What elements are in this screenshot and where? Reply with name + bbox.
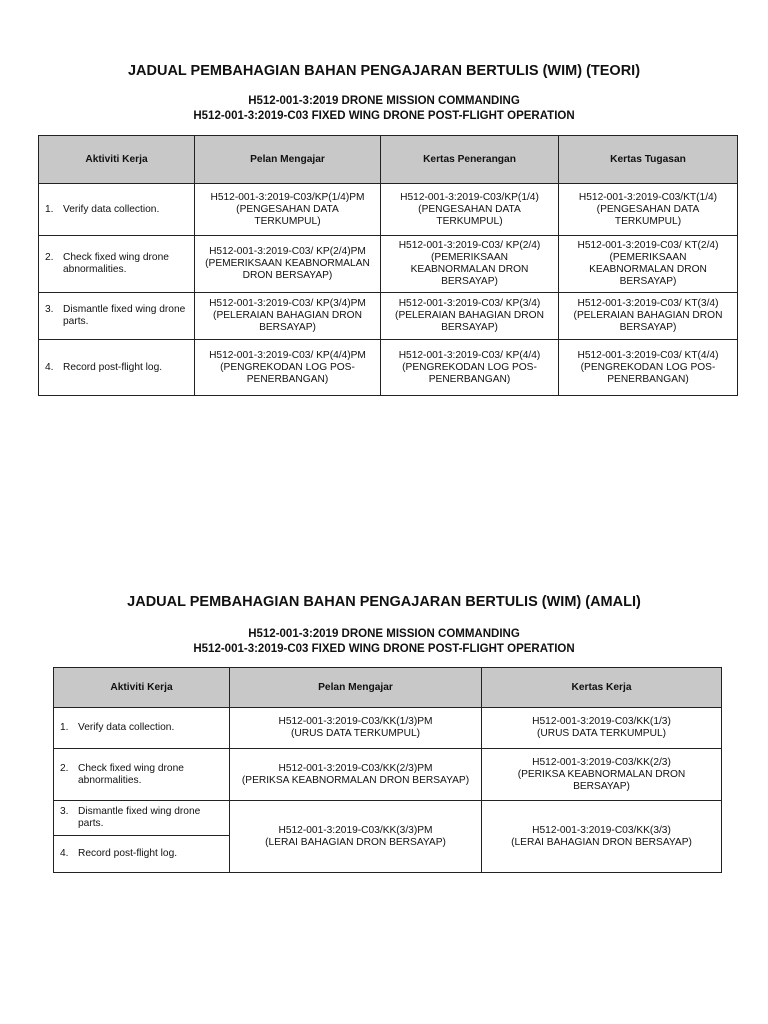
pelan-mengajar-cell bbox=[195, 236, 381, 293]
activity-text: Verify data collection. bbox=[63, 203, 160, 215]
code-line: TERKUMPUL) bbox=[436, 215, 503, 227]
code-line: H512-001-3:2019-C03/KK(1/3)PM bbox=[278, 716, 433, 727]
header-kertas-tugasan: Kertas Tugasan bbox=[559, 136, 738, 184]
code-line: (PELERAIAN BAHAGIAN DRON bbox=[213, 310, 362, 321]
amali-subtitle-2: H512-001-3:2019-C03 FIXED WING DRONE POST-FLIGHT OPERATION bbox=[193, 643, 575, 655]
kertas-kerja-cell bbox=[482, 801, 722, 873]
activity-number: 4. bbox=[60, 848, 69, 859]
kertas-kerja-cell bbox=[482, 708, 722, 749]
header-pelan-mengajar: Pelan Mengajar bbox=[195, 136, 381, 184]
code-line: H512-001-3:2019-C03/KK(1/3) bbox=[532, 716, 671, 727]
code-line: H512-001-3:2019-C03/ KP(4/4)PM bbox=[209, 349, 366, 361]
code-line: TERKUMPUL) bbox=[254, 215, 321, 227]
code-line: BERSAYAP) bbox=[619, 276, 677, 287]
activity-cell bbox=[39, 340, 195, 396]
code-line: H512-001-3:2019-C03/KP(1/4)PM bbox=[210, 191, 365, 203]
kertas-tugasan-cell bbox=[559, 236, 738, 293]
pelan-mengajar-cell bbox=[195, 184, 381, 236]
code-line: H512-001-3:2019-C03/ KT(4/4) bbox=[577, 349, 719, 361]
table-row bbox=[39, 340, 738, 396]
activity-number: 1. bbox=[45, 203, 54, 215]
code-line: (LERAI BAHAGIAN DRON BERSAYAP) bbox=[511, 836, 692, 848]
code-line: (PERIKSA KEABNORMALAN DRON BERSAYAP) bbox=[241, 774, 470, 786]
code-line: (PELERAIAN BAHAGIAN DRON bbox=[395, 310, 544, 321]
code-line: BERSAYAP) bbox=[573, 780, 630, 792]
header-aktiviti-kerja: Aktiviti Kerja bbox=[54, 668, 230, 708]
code-line: PENERBANGAN) bbox=[428, 373, 511, 385]
code-line: (PELERAIAN BAHAGIAN DRON bbox=[573, 310, 723, 321]
code-line: (PENGESAHAN DATA bbox=[236, 203, 339, 215]
amali-table bbox=[53, 667, 722, 873]
code-line: (PEMERIKSAAN bbox=[431, 252, 508, 263]
code-line: (PENGESAHAN DATA bbox=[596, 203, 700, 215]
code-line: (PENGREKODAN LOG POS- bbox=[402, 361, 537, 373]
code-line: (PERIKSA KEABNORMALAN DRON bbox=[517, 768, 686, 780]
code-line: KEABNORMALAN DRON bbox=[410, 264, 529, 275]
header-kertas-kerja: Kertas Kerja bbox=[482, 668, 722, 708]
code-line: (PEMERIKSAAN bbox=[609, 252, 687, 263]
code-line: H512-001-3:2019-C03/ KT(2/4) bbox=[577, 240, 719, 251]
code-line: (URUS DATA TERKUMPUL) bbox=[290, 728, 421, 739]
code-line: BERSAYAP) bbox=[441, 322, 498, 333]
teori-subtitle-1: H512-001-3:2019 DRONE MISSION COMMANDING bbox=[248, 95, 520, 107]
code-line: H512-001-3:2019-C03/ KP(4/4) bbox=[398, 349, 541, 361]
code-line: TERKUMPUL) bbox=[614, 215, 682, 227]
activity-number: 2. bbox=[45, 252, 54, 263]
header-pelan-mengajar: Pelan Mengajar bbox=[230, 668, 482, 708]
code-line: H512-001-3:2019-C03/ KP(3/4) bbox=[398, 298, 541, 309]
activity-cell bbox=[39, 184, 195, 236]
kertas-penerangan-cell bbox=[381, 340, 559, 396]
header-aktiviti-kerja: Aktiviti Kerja bbox=[39, 136, 195, 184]
activity-text: Check fixed wing drone abnormalities. bbox=[63, 252, 169, 275]
amali-subtitle-1: H512-001-3:2019 DRONE MISSION COMMANDING bbox=[248, 628, 520, 640]
kertas-tugasan-cell bbox=[559, 293, 738, 340]
code-line: (PENGREKODAN LOG POS- bbox=[220, 361, 355, 373]
activity-cell bbox=[39, 293, 195, 340]
code-line: (URUS DATA TERKUMPUL) bbox=[536, 728, 667, 739]
code-line: DRON BERSAYAP) bbox=[242, 270, 333, 281]
activity-number: 3. bbox=[45, 304, 54, 315]
code-line: H512-001-3:2019-C03/KK(3/3) bbox=[532, 824, 671, 836]
code-line: H512-001-3:2019-C03/ KP(2/4)PM bbox=[209, 246, 366, 257]
code-line: BERSAYAP) bbox=[441, 276, 498, 287]
kertas-kerja-cell bbox=[482, 749, 722, 801]
activity-cell bbox=[54, 801, 230, 836]
pelan-mengajar-cell bbox=[195, 340, 381, 396]
table-row bbox=[39, 236, 738, 293]
activity-text: Verify data collection. bbox=[78, 722, 175, 733]
code-line: H512-001-3:2019-C03/KT(1/4) bbox=[578, 191, 718, 203]
teori-table bbox=[38, 135, 738, 396]
code-line: (PENGESAHAN DATA bbox=[418, 203, 521, 215]
kertas-penerangan-cell bbox=[381, 184, 559, 236]
table-row bbox=[54, 801, 722, 836]
kertas-penerangan-cell bbox=[381, 236, 559, 293]
code-line: PENERBANGAN) bbox=[607, 373, 689, 385]
pelan-mengajar-cell bbox=[230, 708, 482, 749]
table-row bbox=[54, 708, 722, 749]
activity-text: Dismantle fixed wing drone parts. bbox=[78, 806, 201, 829]
code-line: (PENGREKODAN LOG POS- bbox=[580, 361, 716, 373]
activity-cell bbox=[39, 236, 195, 293]
pelan-mengajar-cell bbox=[195, 293, 381, 340]
activity-text: Dismantle fixed wing drone parts. bbox=[63, 304, 186, 327]
pelan-mengajar-cell bbox=[230, 749, 482, 801]
kertas-tugasan-cell bbox=[559, 340, 738, 396]
activity-text: Record post-flight log. bbox=[63, 361, 163, 373]
code-line: PENERBANGAN) bbox=[246, 373, 329, 385]
activity-number: 1. bbox=[60, 722, 69, 733]
pelan-mengajar-cell bbox=[230, 801, 482, 873]
amali-title: JADUAL PEMBAHAGIAN BAHAN PENGAJARAN BERTULIS (WIM) (AMALI) bbox=[127, 594, 641, 610]
code-line: H512-001-3:2019-C03/KK(2/3) bbox=[532, 756, 671, 768]
code-line: H512-001-3:2019-C03/ KP(2/4) bbox=[398, 240, 541, 251]
table-row bbox=[39, 293, 738, 340]
activity-text: Record post-flight log. bbox=[78, 848, 178, 859]
activity-number: 2. bbox=[60, 762, 69, 774]
teori-title: JADUAL PEMBAHAGIAN BAHAN PENGAJARAN BERTULIS (WIM) (TEORI) bbox=[127, 63, 641, 79]
code-line: BERSAYAP) bbox=[619, 322, 677, 333]
kertas-penerangan-cell bbox=[381, 293, 559, 340]
activity-text: Check fixed wing drone abnormalities. bbox=[78, 762, 184, 786]
activity-cell bbox=[54, 708, 230, 749]
table-row bbox=[54, 749, 722, 801]
activity-cell bbox=[54, 836, 230, 873]
code-line: H512-001-3:2019-C03/ KT(3/4) bbox=[577, 298, 719, 309]
activity-cell bbox=[54, 749, 230, 801]
code-line: H512-001-3:2019-C03/KP(1/4) bbox=[400, 191, 539, 203]
activity-number: 4. bbox=[45, 361, 54, 373]
code-line: (LERAI BAHAGIAN DRON BERSAYAP) bbox=[265, 836, 446, 848]
code-line: H512-001-3:2019-C03/KK(3/3)PM bbox=[278, 824, 433, 836]
code-line: H512-001-3:2019-C03/KK(2/3)PM bbox=[278, 762, 433, 774]
teori-subtitle-2: H512-001-3:2019-C03 FIXED WING DRONE POST-FLIGHT OPERATION bbox=[193, 110, 575, 122]
code-line: BERSAYAP) bbox=[259, 322, 316, 333]
code-line: KEABNORMALAN DRON bbox=[589, 264, 707, 275]
header-kertas-penerangan: Kertas Penerangan bbox=[381, 136, 559, 184]
code-line: H512-001-3:2019-C03/ KP(3/4)PM bbox=[209, 298, 366, 309]
kertas-tugasan-cell bbox=[559, 184, 738, 236]
activity-number: 3. bbox=[60, 806, 69, 817]
code-line: (PEMERIKSAAN KEABNORMALAN bbox=[205, 258, 370, 269]
table-row bbox=[39, 184, 738, 236]
